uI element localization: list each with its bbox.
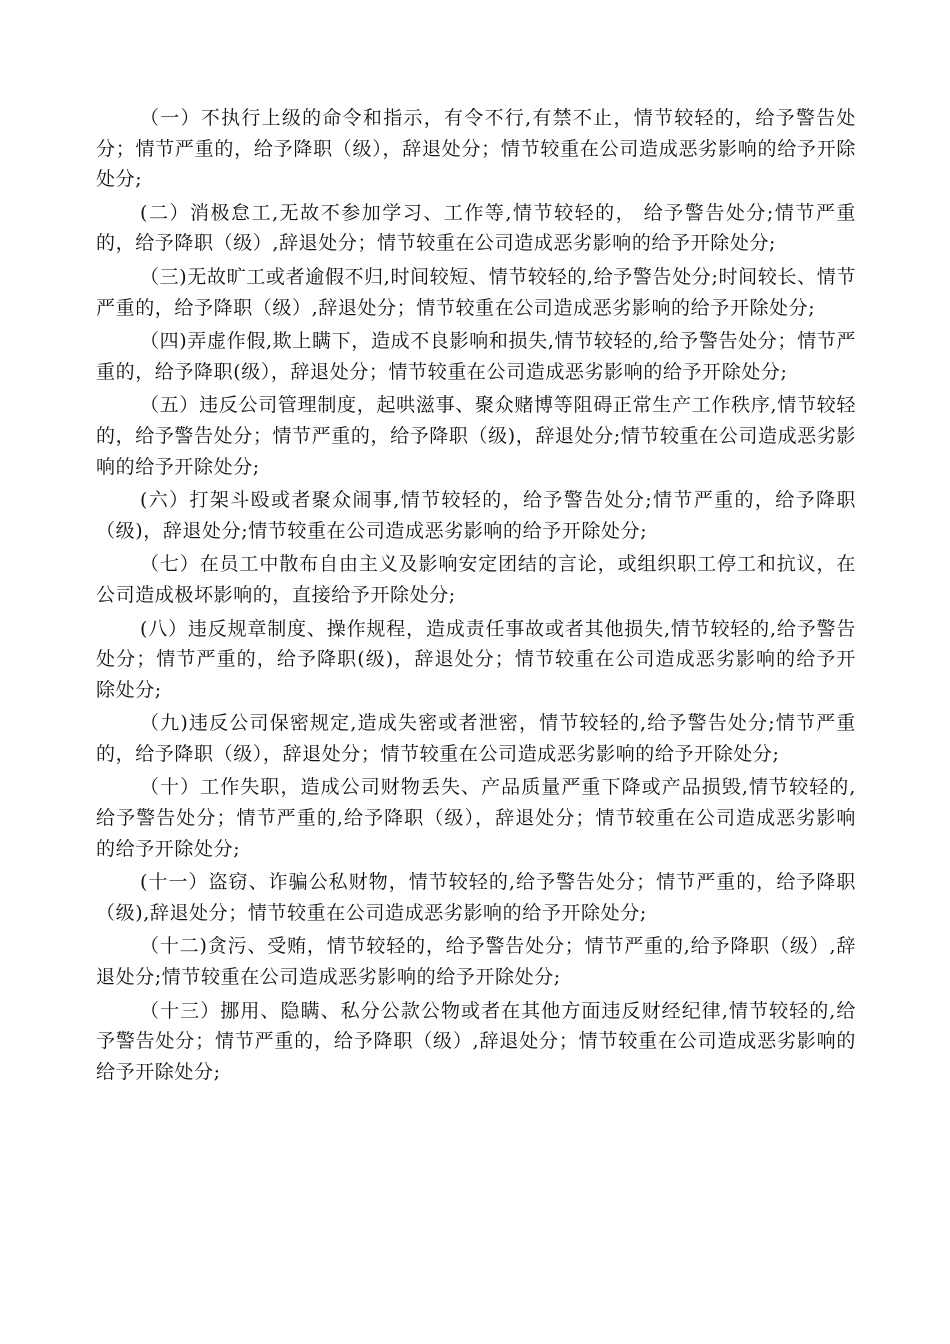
clause-4: （四)弄虚作假,欺上瞒下，造成不良影响和损失,情节较轻的,给予警告处分；情节严重的，给予降职(级），辞退处分；情节较重在公司造成恶劣影响的给予开除处分;	[96, 330, 856, 383]
clause-6: (六）打架斗殴或者聚众闹事,情节较轻的，给予警告处分;情节严重的，给予降职（级)，辞退处分;情节较重在公司造成恶劣影响的给予开除处分;	[96, 489, 856, 542]
clause-10: （十）工作失职，造成公司财物丢失、产品质量严重下降或产品损毁,情节较轻的,给予警告处分；情节严重的,给予降职（级），辞退处分；情节较重在公司造成恶劣影响的给予开除处分;	[96, 776, 856, 860]
clause-9: （九)违反公司保密规定,造成失密或者泄密，情节较轻的,给予警告处分;情节严重的，给予降职（级），辞退处分；情节较重在公司造成恶劣影响的给予开除处分;	[96, 712, 856, 765]
clause-3: （三)无故旷工或者逾假不归,时间较短、情节较轻的,给予警告处分;时间较长、情节严重的，给予降职（级）,辞退处分；情节较重在公司造成恶劣影响的给予开除处分;	[96, 265, 856, 319]
clause-11: (十一）盗窃、诈骗公私财物，情节较轻的,给予警告处分；情节严重的，给予降职（级),辞退处分；情节较重在公司造成恶劣影响的给予开除处分;	[96, 871, 856, 924]
clause-5: （五）违反公司管理制度，起哄滋事、聚众赌博等阻碍正常生产工作秩序,情节较轻的，给予警告处分；情节严重的，给予降职（级)，辞退处分;情节较重在公司造成恶劣影响的给予开除处分;	[96, 394, 856, 478]
document-body	[96, 103, 856, 1090]
clause-8: (八）违反规章制度、操作规程，造成责任事故或者其他损失,情节较轻的,给予警告处分；情节严重的，给予降职(级)，辞退处分；情节较重在公司造成恶劣影响的给予开除处分;	[96, 617, 856, 701]
clause-12: （十二)贪污、受贿，情节较轻的，给予警告处分；情节严重的,给予降职（级）,辞退处分;情节较重在公司造成恶劣影响的给予开除处分;	[96, 935, 856, 989]
clause-1: （一）不执行上级的命令和指示，有令不行,有禁不止，情节较轻的，给予警告处分；情节严重的，给予降职（级），辞退处分；情节较重在公司造成恶劣影响的给予开除处分;	[96, 107, 856, 191]
clause-2: (二）消极怠工,无故不参加学习、工作等,情节较轻的， 给予警告处分;情节严重的，给予降职（级）,辞退处分；情节较重在公司造成恶劣影响的给予开除处分;	[96, 201, 856, 255]
clause-13: （十三）挪用、隐瞒、私分公款公物或者在其他方面违反财经纪律,情节较轻的,给予警告处分；情节严重的，给予降职（级）,辞退处分；情节较重在公司造成恶劣影响的给予开除处分;	[96, 999, 856, 1083]
clause-7: （七）在员工中散布自由主义及影响安定团结的言论，或组织职工停工和抗议，在公司造成极坏影响的，直接给予开除处分;	[96, 553, 856, 606]
